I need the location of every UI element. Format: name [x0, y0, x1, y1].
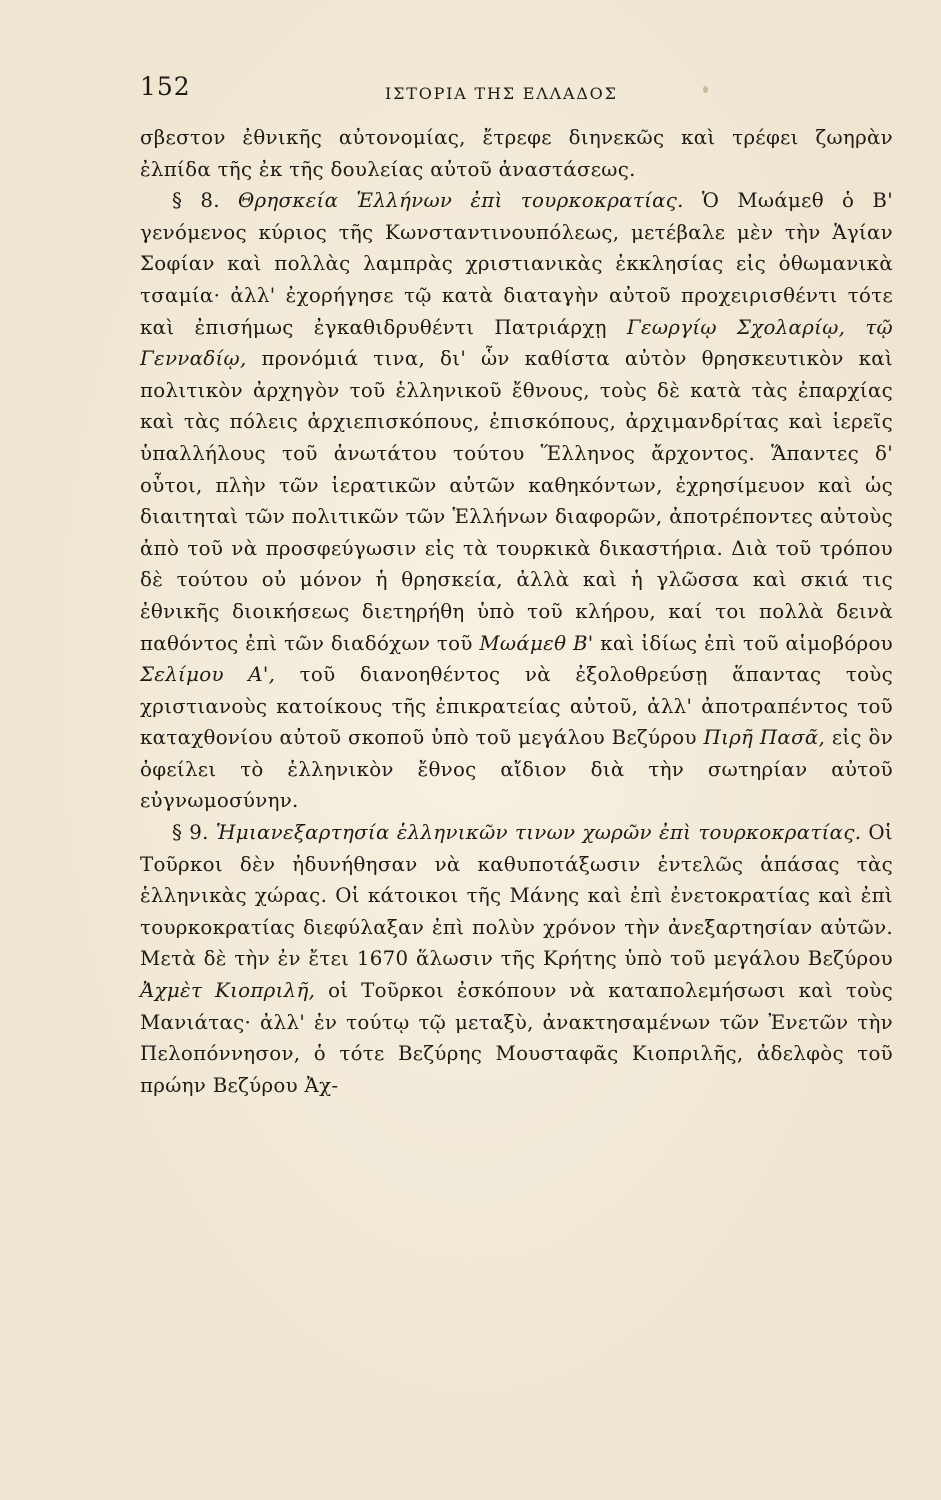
- section-8-name-piri-pasha: Πιρῆ Πασᾶ,: [703, 726, 826, 750]
- section-8-text-4: τοῦ διανοηθέντος νὰ ἐξολοθρεύσῃ ἅπαντας τοὺς χριστιανοὺς κατοίκους τῆς ἐπικρατείας αὐτοῦ, ἀλλ' ἀποτραπέντος τοῦ καταχθονίου αὐτοῦ σκοποῦ ὑπὸ τοῦ μεγάλου Βεζύρου: [140, 663, 893, 750]
- section-9-paragraph: [140, 817, 893, 1101]
- page-header: [140, 70, 893, 114]
- section-9-title: Ἡμιανεξαρτησία ἑλληνικῶν τινων χωρῶν ἐπὶ τουρκοκρατίας.: [215, 821, 862, 845]
- section-8-text-2: προνόμιά τινα, δι' ὧν καθίστα αὐτὸν θρησκευτικὸν καὶ πολιτικὸν ἀρχηγὸν τοῦ ἑλληνικοῦ ἔθνους, τοὺς δὲ κατὰ τὰς ἐπαρχίας καὶ τὰς πόλεις ἀρχιεπισκόπους, ἐπισκόπους, ἀρχιμανδρίτας καὶ ἱερεῖς ὑπαλλήλους τοῦ ἀνωτάτου τούτου Ἕλληνος ἄρχοντος. Ἅπαντες δ' οὗτοι, πλὴν τῶν ἱερατικῶν αὐτῶν καθηκόντων, ἐχρησίμευον καὶ ὡς διαιτηταὶ τῶν πολιτικῶν τῶν Ἑλλήνων διαφορῶν, ἀποτρέποντες αὐτοὺς ἀπὸ τοῦ νὰ προσφεύγωσιν εἰς τὰ τουρκικὰ δικαστήρια. Διὰ τοῦ τρόπου δὲ τούτου οὐ μόνον ἡ θρησκεία, ἀλλὰ καὶ ἡ γλῶσσα καὶ σκιά τις ἐθνικῆς διοικήσεως διετηρήθη ὑπὸ τοῦ κλήρου, καί τοι πολλὰ δεινὰ παθόντος ἐπὶ τῶν διαδόχων τοῦ: [140, 347, 893, 655]
- body-text: [140, 122, 893, 1101]
- section-8-text-5: εἰς ὃν ὀφείλει τὸ ἑλληνικὸν ἔθνος αἴδιον διὰ τὴν σωτηρίαν αὐτοῦ εὐγνωμοσύνην.: [140, 726, 894, 813]
- section-8-name-selim: Σελίμου Α',: [140, 663, 276, 687]
- section-8-text-3: καὶ ἰδίως ἐπὶ τοῦ αἱμοβόρου: [600, 631, 894, 655]
- section-8-name-gennadios: Γεωργίῳ Σχολαρίῳ, τῷ Γενναδίῳ,: [140, 315, 893, 371]
- section-9-mark: § 9.: [172, 821, 209, 845]
- paragraph-continuation: [140, 122, 893, 185]
- section-9-text-2: οἱ Τοῦρκοι ἐσκόπουν νὰ καταπολεμήσωσι καὶ τοὺς Μανιάτας· ἀλλ' ἐν τούτῳ τῷ μεταξὺ, ἀνακτησαμένων τῶν Ἐνετῶν τὴν Πελοπόννησον, ὁ τότε Βεζύρης Μουσταφᾶς Κιοπριλῆς, ἀδελφὸς τοῦ πρώην Βεζύρου Ἀχ-: [140, 979, 894, 1097]
- section-8-name-mehmed: Μωάμεθ Β': [479, 631, 594, 655]
- section-8-mark: § 8.: [172, 189, 220, 213]
- section-9-name-ahmet: Ἀχμὲτ Κιοπριλῆ,: [140, 979, 316, 1003]
- section-9-text-1: Οἱ Τοῦρκοι δὲν ἠδυνήθησαν νὰ καθυποτάξωσιν ἐντελῶς ἁπάσας τὰς ἑλληνικὰς χώρας. Οἱ κάτοικοι τῆς Μάνης καὶ ἐπὶ ἐνετοκρατίας καὶ ἐπὶ τουρκοκρατίας διεφύλαξαν ἐπὶ πολὺν χρόνον τὴν ἀνεξαρτησίαν αὐτῶν. Μετὰ δὲ τὴν ἐν ἔτει 1670 ἅλωσιν τῆς Κρήτης ὑπὸ τοῦ μεγάλου Βεζύρου: [140, 821, 893, 971]
- section-8-paragraph: [140, 185, 893, 817]
- ink-spot: [703, 86, 708, 93]
- paragraph-text: σβεστον ἐθνικῆς αὐτονομίας, ἔτρεφε διηνεκῶς καὶ τρέφει ζωηρὰν ἐλπίδα τῆς ἐκ τῆς δουλείας αὐτοῦ ἀναστάσεως.: [140, 126, 893, 181]
- page-number: 152: [140, 72, 191, 101]
- running-title: ΙΣΤΟΡΙΑ ΤΗΣ ΕΛΛΑΔΟΣ: [385, 84, 618, 103]
- section-8-text-1: Ὁ Μωάμεθ ὁ Β' γενόμενος κύριος τῆς Κωνσταντινουπόλεως, μετέβαλε μὲν τὴν Ἁγίαν Σοφίαν καὶ πολλὰς λαμπρὰς χριστιανικὰς ἐκκλησίας εἰς ὀθωμανικὰ τσαμία· ἀλλ' ἐχορήγησε τῷ κατὰ διαταγὴν αὐτοῦ προχειρισθέντι τότε καὶ ἐπισήμως ἐγκαθιδρυθέντι Πατριάρχῃ: [140, 189, 893, 339]
- section-8-title: Θρησκεία Ἑλλήνων ἐπὶ τουρκοκρατίας.: [237, 189, 684, 213]
